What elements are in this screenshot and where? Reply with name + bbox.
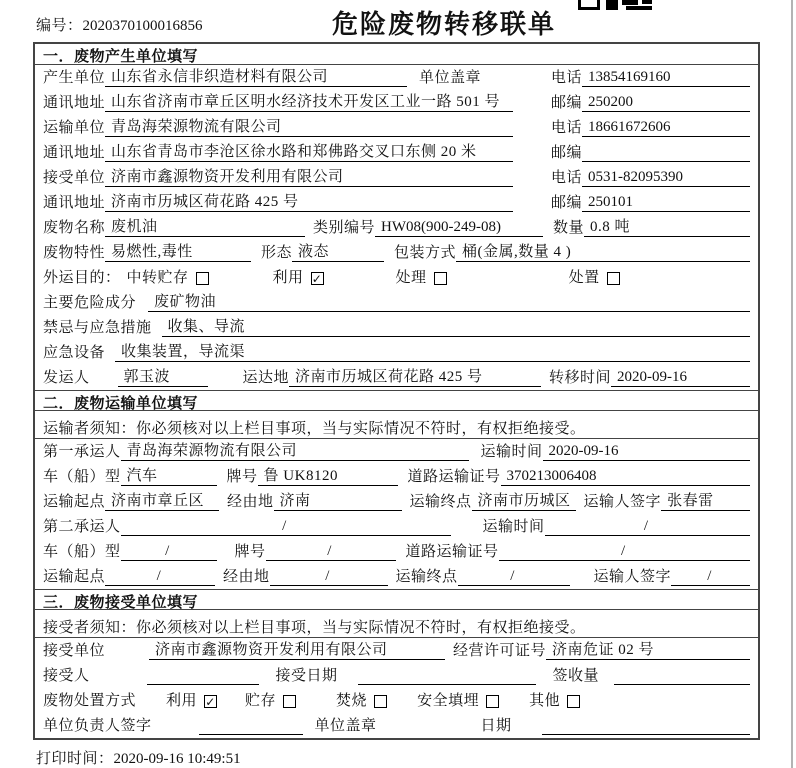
route-via-label: 经由地: [227, 494, 274, 510]
route2-row: [35, 564, 758, 589]
transporter-phone: 18661672606: [582, 119, 750, 137]
disposal-option-incinerate: [336, 689, 387, 710]
acceptor-label: 接受人: [43, 668, 90, 684]
route-start-label: 运输起点: [43, 494, 106, 510]
route-via-label: 经由地: [223, 569, 270, 585]
route1-row: [35, 489, 758, 514]
purpose-option-reuse: [273, 266, 324, 287]
disposal-option-reuse: [166, 689, 217, 710]
checkbox-other: [567, 695, 580, 708]
equipment-value: 收集装置，导流渠: [115, 340, 750, 362]
transporter-row: [35, 115, 758, 140]
route-via: 济南: [274, 489, 402, 511]
disposal-option-landfill: [417, 689, 499, 710]
phone-label: 电话: [550, 120, 582, 136]
route-end-label: 运输终点: [409, 494, 472, 510]
accepting-unit-label: 接受单位: [43, 643, 106, 659]
disposal-option-store: [245, 689, 296, 710]
document-header: [0, 0, 796, 42]
print-time-line: [36, 747, 241, 768]
dispatcher-label: 发运人: [43, 370, 90, 386]
transfer-time: 2020-09-16: [611, 369, 750, 387]
page-edge-divider: [791, 0, 793, 768]
route-start-label: 运输起点: [43, 569, 106, 585]
zip-label: 邮编: [550, 195, 582, 211]
operation-license-number: 济南危证 02 号: [546, 638, 750, 660]
transport-time-label: 运输时间: [482, 519, 545, 535]
receiver-address: 济南市历城区荷花路 425 号: [105, 190, 513, 212]
waste-traits-row: [35, 240, 758, 265]
section3-heading: 三．废物接受单位填写: [35, 589, 758, 610]
producer-phone: 13854169160: [582, 69, 750, 87]
acceptor-name: [147, 684, 259, 685]
address-label: 通讯地址: [43, 145, 106, 161]
serial-number: 2020370100016856: [82, 18, 203, 34]
purpose-label: 外运目的：: [43, 270, 121, 286]
received-qty: [614, 684, 750, 685]
checkbox-reuse: ✓: [311, 271, 323, 286]
quantity-value: 0.8 吨: [584, 215, 750, 237]
receiver-address-row: [35, 190, 758, 215]
dispatcher-name: 郭玉波: [118, 365, 208, 387]
receiver-notice: 接受者须知：你必须核对以上栏目事项，当与实际情况不符时，有权拒绝接受。: [35, 610, 758, 638]
checkbox-landfill: [486, 695, 499, 708]
qr-block: [578, 0, 600, 10]
equipment-row: [35, 340, 758, 365]
option-label: 利用: [166, 693, 198, 709]
section2-heading: 二．废物运输单位填写: [35, 390, 758, 411]
option-label: 中转贮存: [126, 270, 189, 286]
option-label: 焚烧: [336, 693, 368, 709]
disposal-method-label: 废物处置方式: [43, 693, 137, 709]
qr-block: [642, 0, 652, 4]
route2-start: /: [105, 568, 215, 586]
road-license2-number: /: [499, 543, 750, 561]
address-label: 通讯地址: [43, 95, 106, 111]
vehicle1-row: [35, 464, 758, 489]
zip-label: 邮编: [550, 145, 582, 161]
carrier2-value: /: [121, 518, 451, 536]
plate-label: 牌号: [234, 544, 266, 560]
option-label: 贮存: [245, 693, 277, 709]
checkbox-reuse: ✓: [205, 694, 216, 709]
producer-label: 产生单位: [43, 70, 106, 86]
producer-row: [35, 65, 758, 90]
receiver-value: 济南市鑫源物资开发利用有限公司: [105, 165, 513, 187]
plate-label: 牌号: [226, 469, 258, 485]
vehicle2-row: [35, 539, 758, 564]
carrier-signature-label: 运输人签字: [583, 494, 662, 510]
operation-license-label: 经营许可证号: [453, 643, 547, 659]
checkbox-store: [283, 695, 296, 708]
transporter-address-row: [35, 140, 758, 165]
qr-block: [606, 0, 618, 10]
waste-name-label: 废物名称: [43, 220, 106, 236]
packing-value: 桶(金属,数量 4 ): [456, 240, 750, 262]
acceptor-row: [35, 663, 758, 688]
print-time-label: 打印时间：: [36, 751, 114, 767]
route2-via: /: [270, 568, 388, 586]
transporter-notice: 运输者须知：你必须核对以上栏目事项，当与实际情况不符时，有权拒绝接受。: [35, 411, 758, 439]
qr-block: [622, 0, 638, 5]
carrier1-value: 青岛海荣源物流有限公司: [121, 439, 469, 461]
qr-block: [626, 6, 652, 10]
purpose-option-transfer-storage: [127, 266, 209, 287]
purpose-row: [35, 265, 758, 290]
phone-label: 电话: [550, 70, 582, 86]
waste-name-row: [35, 215, 758, 240]
serial-label: 编号：: [36, 18, 83, 34]
hazard-label: 主要危险成分: [43, 295, 137, 311]
road-license-label: 道路运输证号: [407, 469, 501, 485]
emergency-label: 禁忌与应急措施: [43, 320, 152, 336]
road-license-number: 370213006408: [501, 468, 750, 486]
accept-date: [358, 684, 536, 685]
carrier-signature-label: 运输人签字: [593, 569, 672, 585]
option-label: 利用: [272, 270, 304, 286]
transporter-label: 运输单位: [43, 120, 106, 136]
carrier1-label: 第一承运人: [43, 444, 121, 460]
carrier2-row: [35, 514, 758, 539]
carrier2-signature: /: [671, 568, 750, 586]
responsible-signature-row: [35, 713, 758, 738]
vehicle-type-label: 车（船）型: [43, 544, 121, 560]
receiver-row: [35, 165, 758, 190]
accepting-unit-value: 济南市鑫源物资开发利用有限公司: [149, 638, 445, 660]
hazard-value: 废矿物油: [148, 290, 750, 312]
option-label: 处置: [568, 270, 600, 286]
carrier1-row: [35, 439, 758, 464]
disposal-option-other: [529, 689, 580, 710]
responsible-signature-label: 单位负责人签字: [43, 718, 152, 734]
print-time: 2020-09-16 10:49:51: [113, 751, 241, 767]
disposal-method-row: [35, 688, 758, 713]
vehicle2-type: /: [121, 543, 217, 561]
purpose-option-treat: [396, 266, 447, 287]
transporter-value: 青岛海荣源物流有限公司: [105, 115, 513, 137]
plate2-number: /: [266, 543, 396, 561]
quantity-label: 数量: [553, 220, 585, 236]
responsible-signature: [199, 734, 303, 735]
transport-time-label: 运输时间: [480, 444, 543, 460]
transfer-time-label: 转移时间: [549, 370, 612, 386]
waste-name: 废机油: [105, 215, 305, 237]
producer-address: 山东省济南市章丘区明水经济技术开发区工业一路 501 号: [105, 90, 513, 112]
transporter-zip: [582, 161, 750, 162]
carrier2-time: /: [545, 518, 750, 536]
form-label: 形态: [261, 245, 293, 261]
qr-code-fragment: [578, 0, 654, 10]
accepting-unit-row: [35, 638, 758, 663]
producer-zip: 250200: [582, 94, 750, 112]
section1-heading: 一．废物产生单位填写: [35, 44, 758, 65]
unit-seal-label: 单位盖章: [314, 718, 377, 734]
category-code: HW08(900-249-08): [375, 219, 543, 237]
plate-number: 鲁 UK8120: [258, 464, 398, 486]
checkbox-incinerate: [374, 695, 387, 708]
receiver-label: 接受单位: [43, 170, 106, 186]
checkbox-transfer-storage: [196, 272, 209, 285]
seal-label: 单位盖章: [419, 70, 482, 86]
carrier1-time: 2020-09-16: [543, 443, 750, 461]
checkbox-dispose: [607, 272, 620, 285]
producer-value: 山东省永信非织造材料有限公司: [105, 65, 407, 87]
checkbox-treat: [434, 272, 447, 285]
equipment-label: 应急设备: [43, 345, 106, 361]
route2-end: /: [458, 568, 570, 586]
zip-label: 邮编: [550, 95, 582, 111]
form-value: 液态: [292, 240, 384, 262]
hazard-row: [35, 290, 758, 315]
carrier2-label: 第二承运人: [43, 519, 121, 535]
emergency-row: [35, 315, 758, 340]
route-end-label: 运输终点: [395, 569, 458, 585]
sign-date: [542, 734, 750, 735]
option-label: 其他: [529, 693, 561, 709]
destination-label: 运达地: [242, 370, 290, 386]
vehicle-type-label: 车（船）型: [43, 469, 121, 485]
transporter-address: 山东省青岛市李沧区徐水路和郑佛路交叉口东侧 20 米: [105, 140, 513, 162]
option-label: 安全填埋: [417, 693, 480, 709]
phone-label: 电话: [550, 170, 582, 186]
address-label: 通讯地址: [43, 195, 106, 211]
traits-label: 废物特性: [43, 245, 106, 261]
producer-address-row: [35, 90, 758, 115]
accept-date-label: 接受日期: [275, 668, 338, 684]
date-label: 日期: [480, 718, 512, 734]
route-end: 济南市历城区: [472, 489, 576, 511]
vehicle-type: 汽车: [121, 464, 217, 486]
traits-value: 易燃性,毒性: [105, 240, 251, 262]
category-label: 类别编号: [313, 220, 376, 236]
receiver-phone: 0531-82095390: [582, 169, 750, 187]
packing-label: 包装方式: [394, 245, 457, 261]
destination-value: 济南市历城区荷花路 425 号: [289, 365, 541, 387]
option-label: 处理: [395, 270, 427, 286]
page-title: 危险废物转移联单: [332, 9, 557, 39]
received-qty-label: 签收量: [552, 668, 600, 684]
road-license-label: 道路运输证号: [405, 544, 499, 560]
route-start: 济南市章丘区: [105, 489, 219, 511]
receiver-zip: 250101: [582, 194, 750, 212]
carrier-signature: 张春雷: [661, 489, 750, 511]
emergency-value: 收集、导流: [162, 315, 750, 337]
transfer-form: [33, 42, 760, 740]
serial-line: [36, 14, 203, 35]
dispatch-row: [35, 365, 758, 390]
purpose-option-dispose: [569, 266, 620, 287]
